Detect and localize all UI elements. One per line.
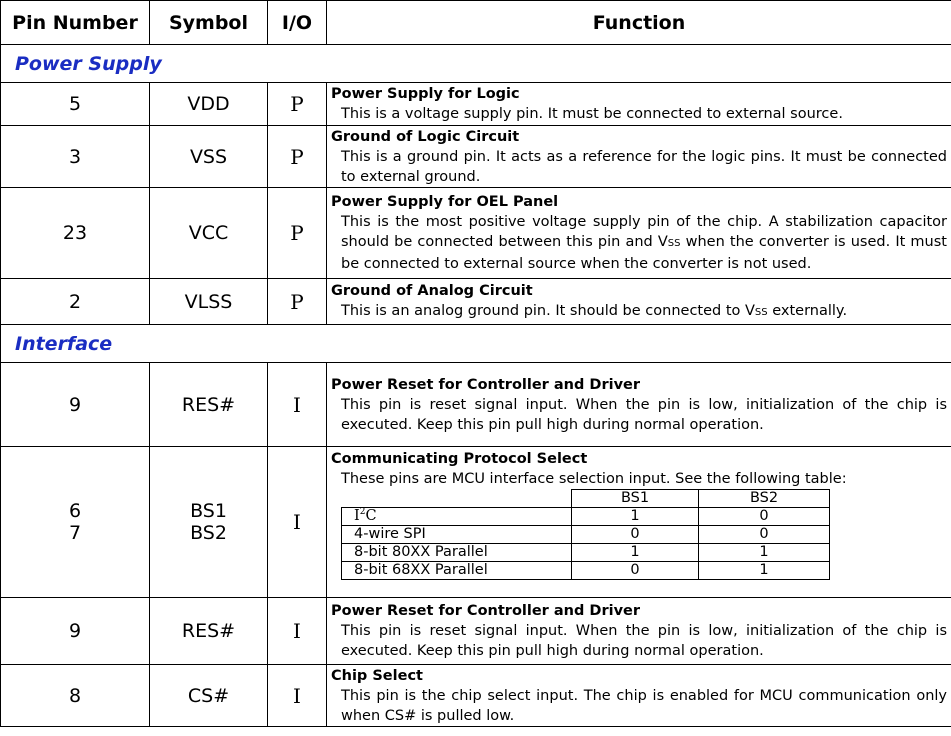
desc-part: externally. <box>767 302 848 319</box>
function-description: This pin is reset signal input. When the pin is low, initialization of the chip is executed. Keep this pin pull high during normal operation. <box>341 623 947 659</box>
function-title: Power Supply for Logic <box>331 86 520 102</box>
pin-symbol: RES# <box>150 598 268 665</box>
pin-function <box>327 447 951 598</box>
bs-table-row <box>342 508 830 526</box>
table-row <box>1 447 951 598</box>
bs-table-row <box>342 526 830 544</box>
pin-number: 8 <box>1 665 150 727</box>
function-description: These pins are MCU interface selection input. See the following table: <box>341 471 847 487</box>
bs2-value: 1 <box>699 544 830 562</box>
pin-symbol: VSS <box>150 126 268 188</box>
pin-function <box>327 665 951 727</box>
label-part: C <box>365 508 377 524</box>
bs-mode-label: 4-wire SPI <box>342 526 572 544</box>
bs-selection-table <box>341 489 830 580</box>
table-row <box>1 279 951 325</box>
table-header-row <box>1 1 951 45</box>
pin-function <box>327 598 951 665</box>
bs1-value: 1 <box>572 508 699 526</box>
bs1-value: 0 <box>572 526 699 544</box>
function-title: Communicating Protocol Select <box>331 451 588 467</box>
bs-table-row <box>342 544 830 562</box>
bs-table-corner <box>342 490 572 508</box>
table-row <box>1 83 951 126</box>
section-title: Interface <box>1 325 951 363</box>
subscript-ss: SS <box>667 238 681 249</box>
section-row-interface <box>1 325 951 363</box>
pin-symbol: CS# <box>150 665 268 727</box>
function-description <box>331 212 947 274</box>
pin-symbol: VLSS <box>150 279 268 325</box>
header-function: Function <box>327 1 951 45</box>
bs-header-bs2: BS2 <box>699 490 830 508</box>
function-title: Power Supply for OEL Panel <box>331 194 559 210</box>
bs-mode-label: 8-bit 80XX Parallel <box>342 544 572 562</box>
pin-io: I <box>268 363 327 447</box>
function-description: This is a voltage supply pin. It must be connected to external source. <box>341 106 843 122</box>
header-io: I/O <box>268 1 327 45</box>
pin-function <box>327 188 951 279</box>
function-description: This pin is the chip select input. The chip is enabled for MCU communication only when CS# is pulled low. <box>341 687 947 724</box>
function-title: Power Reset for Controller and Driver <box>331 603 641 619</box>
pin-number: 3 <box>1 126 150 188</box>
function-title: Power Reset for Controller and Driver <box>331 376 641 393</box>
pin-io: P <box>268 83 327 126</box>
pin-symbol: RES# <box>150 363 268 447</box>
bs2-value: 1 <box>699 562 830 580</box>
pin-number: 5 <box>1 83 150 126</box>
pin-number: 9 <box>1 598 150 665</box>
pin-number-bs2: 7 <box>68 522 82 544</box>
pin-symbol <box>150 447 268 598</box>
pin-number <box>1 447 150 598</box>
desc-part: when the converter is used. It must be connected to external source when the converter is not used. <box>341 234 947 272</box>
section-title: Power Supply <box>1 45 951 83</box>
section-row-power-supply <box>1 45 951 83</box>
function-description: This pin is reset signal input. When the pin is low, initialization of the chip is executed. Keep this pin pull high during normal operation. <box>341 396 947 433</box>
pin-function <box>327 126 951 188</box>
pin-number-bs1: 6 <box>68 500 82 522</box>
function-description: This is a ground pin. It acts as a reference for the logic pins. It must be connected to external ground. <box>341 148 947 185</box>
function-title: Ground of Analog Circuit <box>331 282 533 299</box>
table-row <box>1 598 951 665</box>
table-row <box>1 126 951 188</box>
bs2-value: 0 <box>699 508 830 526</box>
table-row <box>1 188 951 279</box>
bs-table-header-row <box>342 490 830 508</box>
bs-table-row <box>342 562 830 580</box>
pin-io: P <box>268 188 327 279</box>
bs1-value: 0 <box>572 562 699 580</box>
bs-mode-label <box>342 508 572 526</box>
function-title: Chip Select <box>331 667 423 684</box>
desc-part: This is the most positive voltage supply pin of the chip. A stabilization capacitor should be connected between this pin and V <box>341 214 947 250</box>
header-symbol: Symbol <box>150 1 268 45</box>
desc-part: This is an analog ground pin. It should be connected to V <box>341 302 755 319</box>
bs1-value: 1 <box>572 544 699 562</box>
pin-io: I <box>268 447 327 598</box>
pin-io: I <box>268 598 327 665</box>
pin-io: I <box>268 665 327 727</box>
subscript-ss: SS <box>754 306 768 318</box>
pin-symbol-bs2: BS2 <box>190 522 227 544</box>
pin-symbol: VCC <box>150 188 268 279</box>
pin-symbol: VDD <box>150 83 268 126</box>
bs-header-bs1: BS1 <box>572 490 699 508</box>
header-pin-number: Pin Number <box>1 1 150 45</box>
table-row <box>1 665 951 727</box>
function-title: Ground of Logic Circuit <box>331 128 520 145</box>
pin-function <box>327 363 951 447</box>
pin-number: 9 <box>1 363 150 447</box>
table-row <box>1 363 951 447</box>
label-part: I <box>354 508 360 524</box>
pin-number: 2 <box>1 279 150 325</box>
pin-io: P <box>268 279 327 325</box>
bs-mode-label: 8-bit 68XX Parallel <box>342 562 572 580</box>
function-description <box>331 301 947 323</box>
pin-number: 23 <box>1 188 150 279</box>
pin-function <box>327 279 951 325</box>
pin-symbol-bs1: BS1 <box>190 500 227 522</box>
pin-function <box>327 83 951 126</box>
bs2-value: 0 <box>699 526 830 544</box>
pin-io: P <box>268 126 327 188</box>
label-superscript: 2 <box>359 507 366 518</box>
